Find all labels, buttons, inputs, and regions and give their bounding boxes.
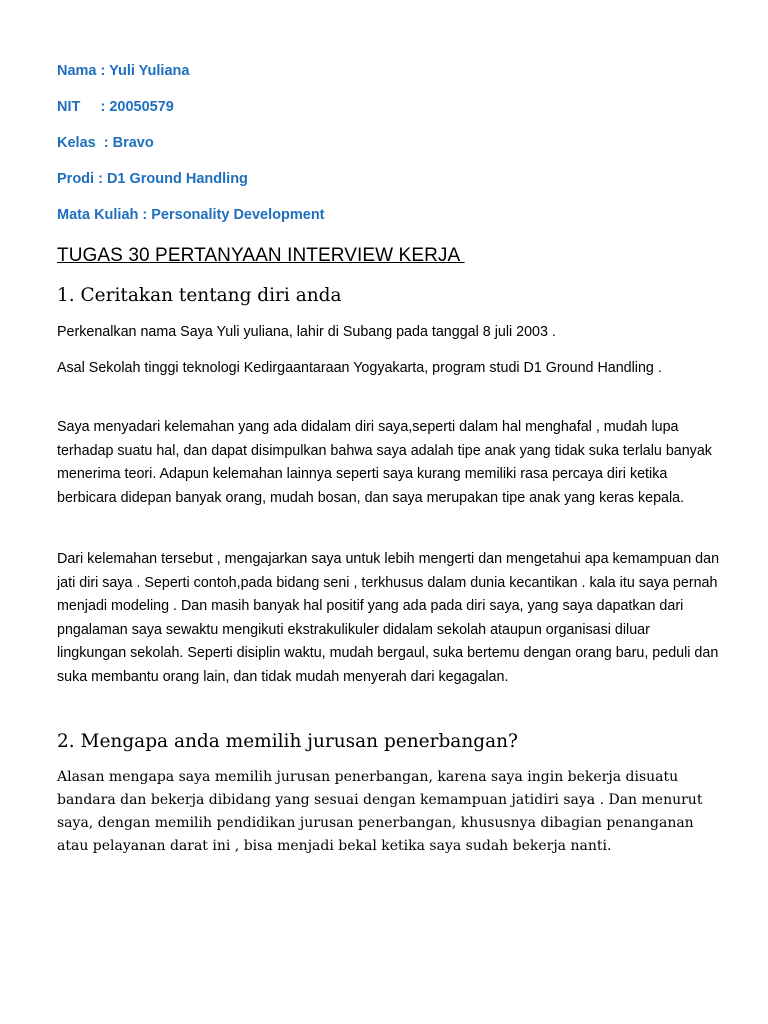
student-nit: NIT : 20050579 [57, 99, 174, 115]
question-1-heading: 1. Ceritakan tentang diri anda [57, 285, 342, 306]
student-name: Nama : Yuli Yuliana [57, 63, 190, 79]
student-class: Kelas : Bravo [57, 135, 154, 151]
question-1-paragraph-1: Perkenalkan nama Saya Yuli yuliana, lahir di Subang pada tanggal 8 juli 2003 . [57, 324, 556, 340]
student-program: Prodi : D1 Ground Handling [57, 171, 248, 187]
question-2-paragraph-1: Alasan mengapa saya memilih jurusan penerbangan, karena saya ingin bekerja disuatu bandara dan bekerja dibidang yang sesuai dengan kemampuan jatidiri saya . Dan menurut saya, dengan memilih pendidikan jurusan penerbangan, khususnya dibagian penanganan atau pelayanan darat ini , bisa menjadi bekal ketika saya sudah bekerja nanti. [57, 769, 703, 854]
course-name: Mata Kuliah : Personality Development [57, 207, 325, 223]
question-2-heading: 2. Mengapa anda memilih jurusan penerbangan? [57, 731, 518, 752]
question-1-paragraph-2: Asal Sekolah tinggi teknologi Kedirgaantaraan Yogyakarta, program studi D1 Ground Handling . [57, 360, 662, 376]
document-title: TUGAS 30 PERTANYAAN INTERVIEW KERJA [57, 245, 465, 266]
question-1-paragraph-4: Dari kelemahan tersebut , mengajarkan saya untuk lebih mengerti dan mengetahui apa kemampuan dan jati diri saya . Seperti contoh,pada bidang seni , terkhusus dalam dunia kecantikan . kala itu saya pernah menjadi modeling . Dan masih banyak hal positif yang ada pada diri saya, yang saya dapatkan dari pngalaman saya sewaktu mengikuti ekstrakulikuler didalam sekolah ataupun organisasi diluar lingkungan sekolah. Seperti disiplin waktu, mudah bergaul, suka bertemu dengan orang baru, peduli dan suka membantu orang lain, dan tidak mudah menyerah dari kegagalan. [57, 551, 720, 685]
question-1-paragraph-3: Saya menyadari kelemahan yang ada didalam diri saya,seperti dalam hal menghafal , mudah lupa terhadap suatu hal, dan dapat disimpulkan bahwa saya adalah tipe anak yang tidak suka terlalu banyak menerima teori. Adapun kelemahan lainnya seperti saya kurang memiliki rasa percaya diri ketika berbicara didepan banyak orang, mudah bosan, dan saya merupakan tipe anak yang keras kepala. [57, 419, 712, 506]
